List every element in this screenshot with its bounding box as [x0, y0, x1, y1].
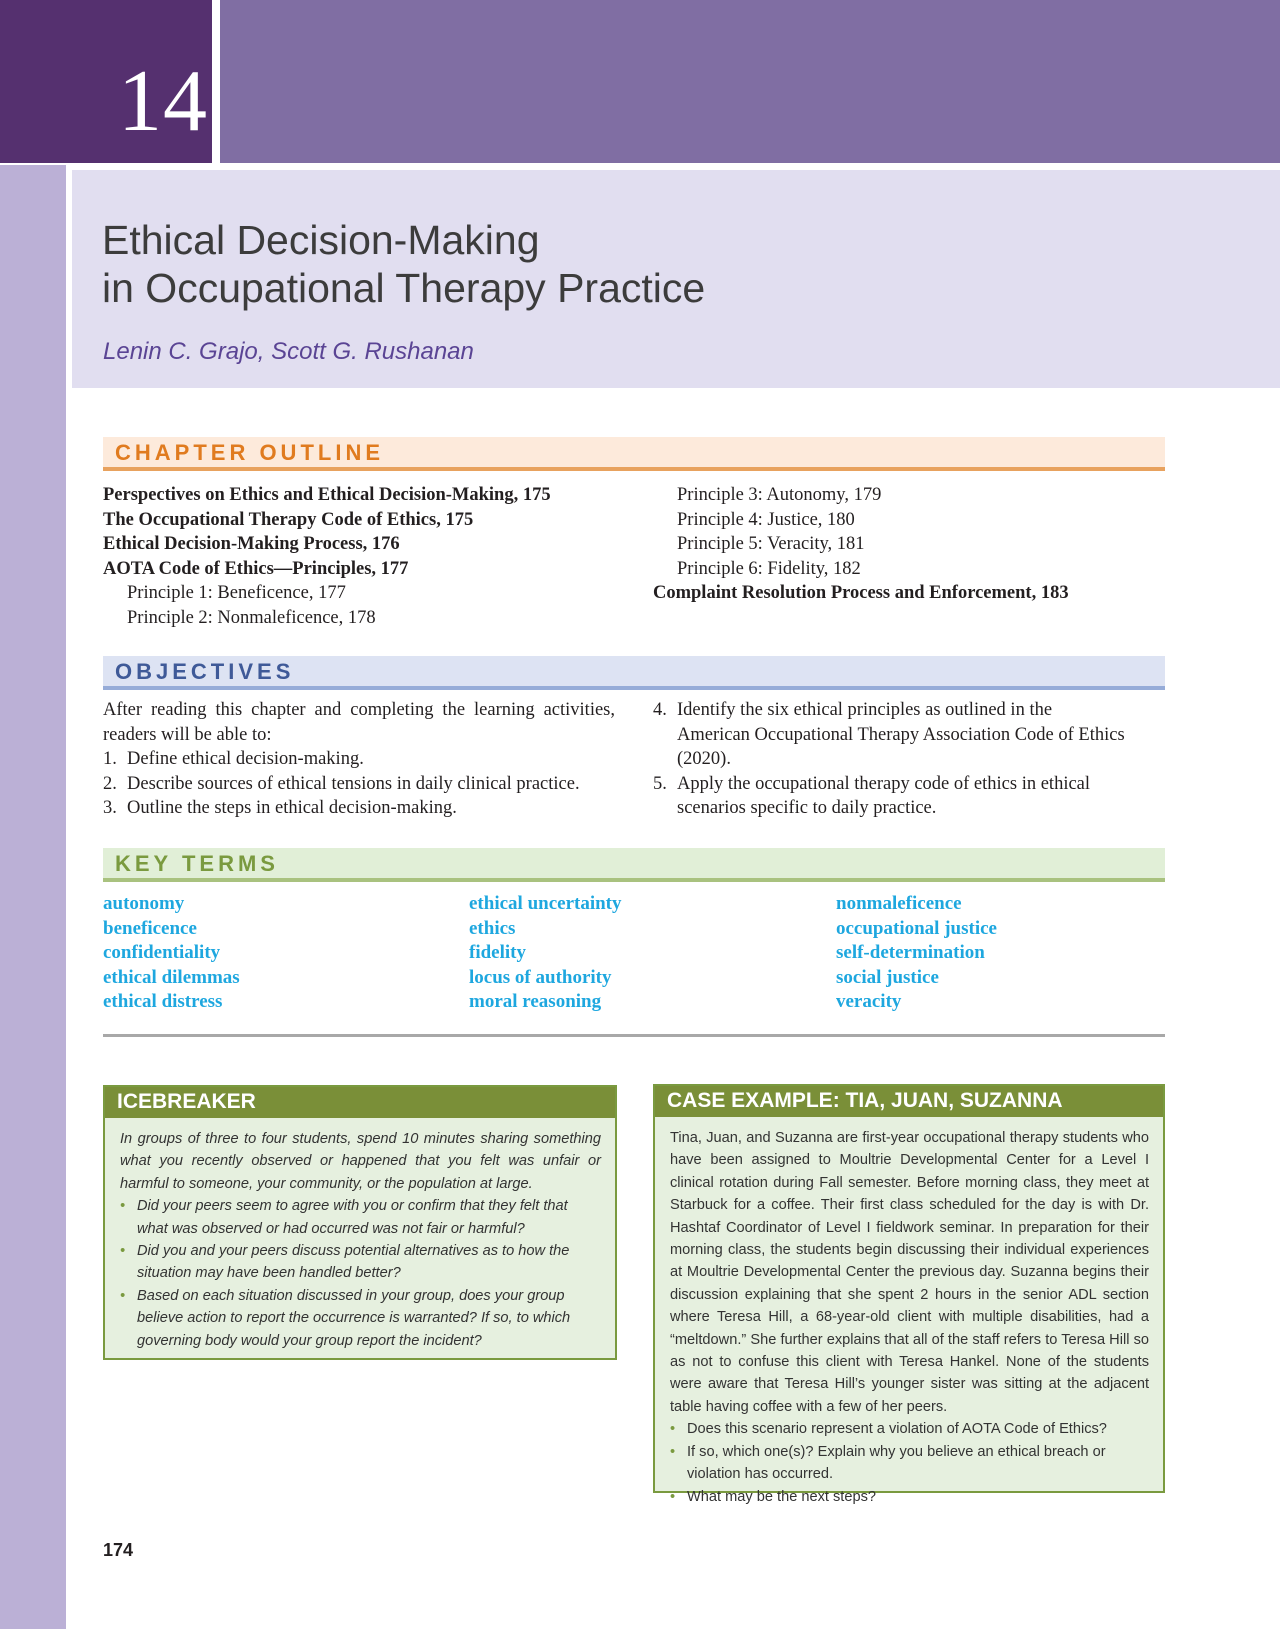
objective-number: 4. [653, 700, 667, 720]
bullet-icon: • [670, 1488, 676, 1505]
objectives-heading: OBJECTIVES [103, 656, 1165, 690]
outline-item: Complaint Resolution Process and Enforcement, 183 [653, 583, 1069, 603]
list-item [670, 1486, 1149, 1508]
key-term: ethical dilemmas [103, 966, 240, 988]
chapter-authors: Lenin C. Grajo, Scott G. Rushanan [103, 338, 474, 365]
key-term: fidelity [469, 942, 526, 964]
outline-subitem: Principle 6: Fidelity, 182 [677, 558, 861, 579]
key-term: ethical uncertainty [469, 893, 622, 914]
key-terms-column-1 [103, 892, 240, 1015]
bullet-icon: • [120, 1198, 126, 1215]
key-term: ethics [469, 917, 516, 939]
chapter-title [102, 216, 705, 312]
list-item [670, 1441, 1149, 1486]
outline-subitem: Principle 2: Nonmaleficence, 178 [127, 607, 376, 628]
key-term: occupational justice [836, 917, 997, 939]
objectives-left-column [103, 698, 615, 821]
outline-item: Ethical Decision-Making Process, 176 [103, 534, 400, 554]
icebreaker-intro: In groups of three to four students, spend 10 minutes sharing something what you recently observed or happened that you felt was unfair or harmful to someone, your community, or the population at large. [120, 1131, 601, 1192]
objective-number: 3. [103, 798, 117, 818]
key-term: nonmaleficence [836, 893, 962, 914]
objectives-right-column [653, 698, 1128, 821]
list-item [670, 1418, 1149, 1440]
objective-text: Apply the occupational therapy code of ethics in ethical scenarios specific to daily practice. [677, 773, 1091, 818]
icebreaker-box [103, 1085, 617, 1360]
outline-subitem: Principle 1: Beneficence, 177 [127, 583, 346, 603]
key-term: ethical distress [103, 991, 223, 1013]
outline-item: AOTA Code of Ethics—Principles, 177 [103, 558, 409, 579]
bullet-icon: • [120, 1243, 126, 1260]
chapter-number: 14 [118, 53, 208, 150]
key-term: locus of authority [469, 966, 612, 988]
bullet-icon: • [670, 1443, 676, 1460]
case-question: What may be the next steps? [687, 1488, 877, 1505]
key-terms-column-3 [836, 892, 997, 1015]
icebreaker-question: Based on each situation discussed in your group, does your group believe action to report the occurrence is warranted? If so, to which governing body would your group report the incident? [137, 1287, 571, 1349]
chapter-title-line-2: in Occupational Therapy Practice [102, 265, 706, 311]
key-term: veracity [836, 991, 902, 1013]
objective-text: Define ethical decision-making. [127, 749, 364, 769]
icebreaker-heading: ICEBREAKER [105, 1087, 615, 1118]
key-term: confidentiality [103, 942, 221, 964]
icebreaker-question: Did your peers seem to agree with you or confirm that they felt that what was observed or had occurred was not fair or harmful? [137, 1198, 568, 1237]
outline-left-column [103, 483, 551, 630]
objective-number: 5. [653, 773, 667, 794]
outline-item: Perspectives on Ethics and Ethical Decision-Making, 175 [103, 485, 551, 505]
bullet-icon: • [670, 1421, 676, 1438]
header-divider [212, 0, 220, 163]
case-example-body [655, 1127, 1163, 1508]
outline-right-column [653, 483, 1069, 606]
objective-item [103, 772, 615, 797]
bullet-icon: • [120, 1287, 126, 1304]
objective-text: Outline the steps in ethical decision-making. [127, 798, 457, 818]
objective-text: Identify the six ethical principles as outlined in the American Occupational Therapy Association Code of Ethics (2020). [677, 700, 1125, 769]
chapter-title-line-1: Ethical Decision-Making [102, 217, 540, 263]
left-margin-strip [0, 165, 66, 1629]
objective-item [103, 747, 615, 772]
objective-number: 2. [103, 773, 117, 794]
key-term: social justice [836, 966, 939, 988]
objective-number: 1. [103, 749, 117, 769]
key-terms-column-2 [469, 892, 622, 1015]
objective-item [103, 796, 615, 821]
list-item [120, 1195, 601, 1240]
case-example-box [653, 1084, 1165, 1505]
header-band [220, 0, 1280, 163]
case-example-heading: CASE EXAMPLE: TIA, JUAN, SUZANNA [655, 1086, 1163, 1117]
section-divider [103, 1034, 1165, 1037]
key-term: self-determination [836, 942, 985, 964]
case-question: Does this scenario represent a violation of AOTA Code of Ethics? [687, 1421, 1107, 1438]
objective-item [653, 772, 1128, 821]
list-item [120, 1240, 601, 1285]
outline-item: The Occupational Therapy Code of Ethics, 175 [103, 509, 474, 530]
outline-subitem: Principle 4: Justice, 180 [677, 509, 855, 530]
outline-subitem: Principle 5: Veracity, 181 [677, 534, 865, 554]
objective-item [653, 698, 1128, 772]
list-item [120, 1285, 601, 1352]
page-number: 174 [103, 1540, 134, 1560]
key-terms-heading: KEY TERMS [103, 848, 1165, 882]
outline-subitem: Principle 3: Autonomy, 179 [677, 485, 882, 505]
key-term: autonomy [103, 893, 185, 914]
case-question: If so, which one(s)? Explain why you believe an ethical breach or violation has occurred. [687, 1443, 1106, 1483]
objectives-intro: After reading this chapter and completing the learning activities, readers will be able to: [103, 700, 615, 745]
case-example-narrative: Tina, Juan, and Suzanna are first-year occupational therapy students who have been assigned to Moultrie Developmental Center for a Level I clinical rotation during Fall semester. Before morning class, they meet at Starbuck for a coffee. Their first class scheduled for the day is with Dr. Hashtaf Coordinator of Level I fieldwork seminar. In preparation for their morning class, the students begin discussing their individual experiences at Moultrie Developmental Center the previous day. Suzanna begins their discussion explaining that she spent 2 hours in the senior ADL section where Teresa Hill, a 68-year-old client with multiple disabilities, had a “meltdown.” She further explains that all of the staff refers to Teresa Hill so as not to confuse this client with Teresa Hankel. None of the students were aware that Teresa Hill’s younger sister was sitting at the adjacent table having coffee with a few of her peers. [670, 1130, 1149, 1415]
objective-text: Describe sources of ethical tensions in daily clinical practice. [127, 773, 580, 794]
chapter-outline-heading: CHAPTER OUTLINE [103, 437, 1165, 471]
icebreaker-body [105, 1128, 615, 1352]
key-term: beneficence [103, 917, 197, 939]
icebreaker-question: Did you and your peers discuss potential alternatives as to how the situation may have been handled better? [137, 1243, 570, 1282]
key-term: moral reasoning [469, 991, 602, 1013]
